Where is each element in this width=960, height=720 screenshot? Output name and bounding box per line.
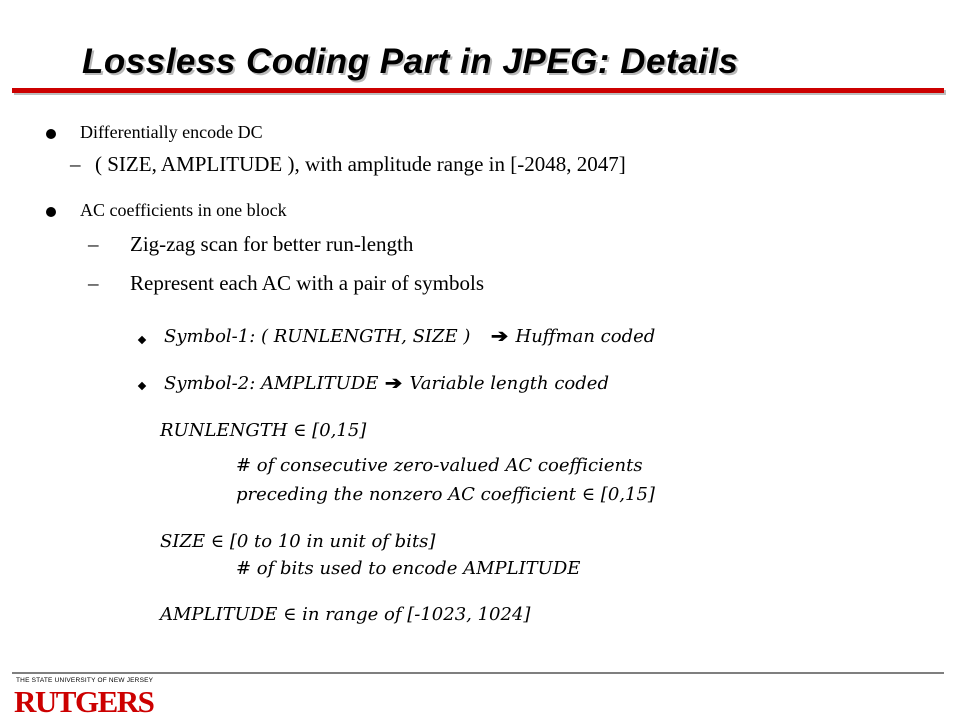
runlength-description-line2: preceding the nonzero AC coefficient ∈ [0,15] [236, 484, 655, 505]
size-description: # of bits used to encode AMPLITUDE [236, 558, 581, 579]
sub-bullet-dash: – [88, 271, 99, 295]
sub-bullet-zigzag: Zig-zag scan for better run-length [130, 232, 414, 256]
footer-divider [12, 672, 944, 674]
right-arrow-icon: ➔ [491, 326, 509, 347]
sub-bullet-dash: – [88, 232, 99, 256]
symbol-2-label: Symbol-2: AMPLITUDE [164, 373, 379, 394]
runlength-definition: RUNLENGTH ∈ [0,15] [160, 420, 367, 441]
right-arrow-icon: ➔ [385, 373, 403, 394]
title-underline [12, 88, 944, 93]
diamond-bullet-icon [138, 336, 146, 344]
sub-bullet-dash: – [70, 152, 81, 176]
bullet-ac: AC coefficients in one block [80, 200, 287, 220]
diamond-bullet-icon [138, 382, 146, 390]
sub-bullet-dc-range: ( SIZE, AMPLITUDE ), with amplitude range in [-2048, 2047] [95, 152, 626, 176]
symbol-2-coding: Variable length coded [409, 373, 609, 394]
bullet-dot [46, 207, 56, 217]
symbol-1-coding: Huffman coded [515, 326, 656, 347]
bullet-dot [46, 129, 56, 139]
slide-title: Lossless Coding Part in JPEG: Details [82, 42, 739, 81]
bullet-dc: Differentially encode DC [80, 122, 263, 142]
runlength-description-line1: # of consecutive zero-valued AC coefficients [236, 455, 643, 476]
rutgers-logo: RUTGERS [14, 684, 154, 719]
sub-bullet-symbol-pair: Represent each AC with a pair of symbols [130, 271, 485, 295]
size-definition: SIZE ∈ [0 to 10 in unit of bits] [160, 531, 436, 552]
symbol-1-label: Symbol-1: ( RUNLENGTH, SIZE ) [164, 326, 471, 347]
university-tagline: THE STATE UNIVERSITY OF NEW JERSEY [16, 677, 154, 684]
amplitude-definition: AMPLITUDE ∈ in range of [-1023, 1024] [160, 604, 531, 625]
symbol-2-line [164, 373, 609, 394]
symbol-1-line [164, 326, 655, 347]
